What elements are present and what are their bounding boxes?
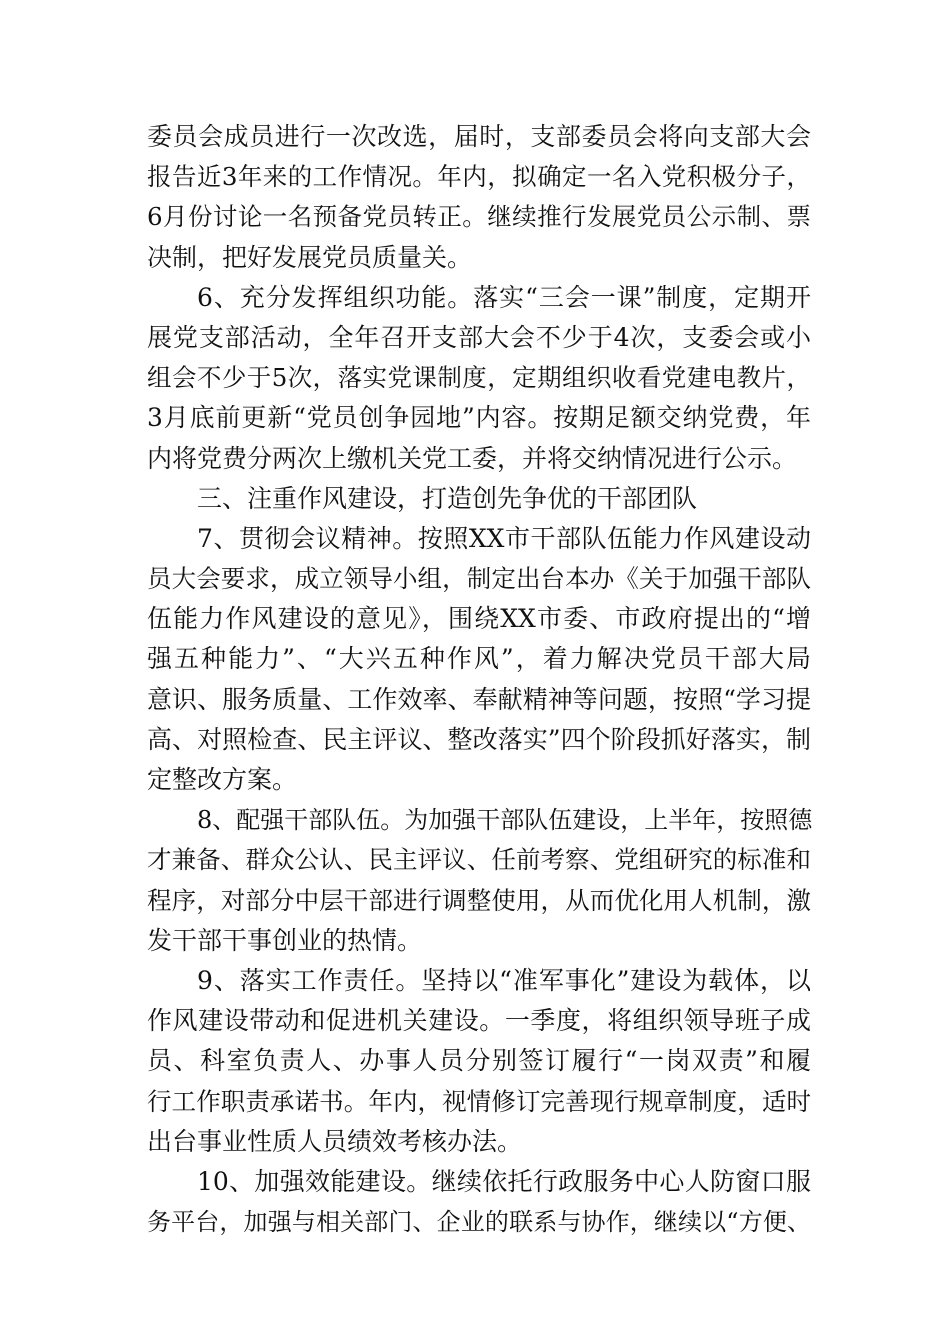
text-line: 行工作职责承诺书。年内，视情修订完善现行规章制度，适时 xyxy=(147,1086,811,1116)
text-line: 三、注重作风建设，打造创先争优的干部团队 xyxy=(197,483,698,513)
text-line: 强五种能力”、“大兴五种作风”，着力解决党员干部大局 xyxy=(147,644,811,674)
document-body xyxy=(147,117,811,1242)
text-line: 展党支部活动，全年召开支部大会不少于4次，支委会或小 xyxy=(147,322,811,352)
text-line: 伍能力作风建设的意见》，围绕XX市委、市政府提出的“增 xyxy=(147,604,811,634)
text-line: 高、对照检查、民主评议、整改落实”四个阶段抓好落实，制 xyxy=(147,724,811,754)
text-line: 委员会成员进行一次改选，届时，支部委员会将向支部大会 xyxy=(147,122,811,151)
text-line: 出台事业性质人员绩效考核办法。 xyxy=(147,1126,523,1156)
text-line: 作风建设带动和促进机关建设。一季度，将组织领导班子成 xyxy=(147,1006,811,1036)
text-line: 10、加强效能建设。继续依托行政服务中心人防窗口服 xyxy=(197,1166,811,1196)
text-line: 3月底前更新“党员创争园地”内容。按期足额交纳党费，年 xyxy=(147,403,811,433)
text-line: 7、贯彻会议精神。按照XX市干部队伍能力作风建设动 xyxy=(197,523,811,553)
text-line: 员、科室负责人、办事人员分别签订履行“一岗双责”和履 xyxy=(147,1046,811,1076)
text-line: 6月份讨论一名预备党员转正。继续推行发展党员公示制、票 xyxy=(147,202,811,232)
text-line: 报告近3年来的工作情况。年内，拟确定一名入党积极分子， xyxy=(147,162,811,192)
text-line: 才兼备、群众公认、民主评议、任前考察、党组研究的标准和 xyxy=(147,845,811,875)
text-line: 发干部干事创业的热情。 xyxy=(147,925,423,955)
text-line: 定整改方案。 xyxy=(147,765,298,794)
text-line: 6、充分发挥组织功能。落实“三会一课”制度，定期开 xyxy=(197,282,811,312)
text-line: 9、落实工作责任。坚持以“准军事化”建设为载体，以 xyxy=(197,965,811,995)
text-line: 决制，把好发展党员质量关。 xyxy=(147,242,473,272)
text-line: 8、配强干部队伍。为加强干部队伍建设，上半年，按照德 xyxy=(197,806,813,835)
text-line: 组会不少于5次，落实党课制度，定期组织收看党建电教片， xyxy=(147,363,811,393)
text-line: 意识、服务质量、工作效率、奉献精神等问题，按照“学习提 xyxy=(147,684,811,714)
text-line: 务平台，加强与相关部门、企业的联系与协作，继续以“方便、 xyxy=(147,1208,811,1237)
text-line: 员大会要求，成立领导小组，制定出台本办《关于加强干部队 xyxy=(147,564,811,594)
text-line: 内将党费分两次上缴机关党工委，并将交纳情况进行公示。 xyxy=(147,443,798,473)
text-line: 程序，对部分中层干部进行调整使用，从而优化用人机制，激 xyxy=(147,885,811,915)
